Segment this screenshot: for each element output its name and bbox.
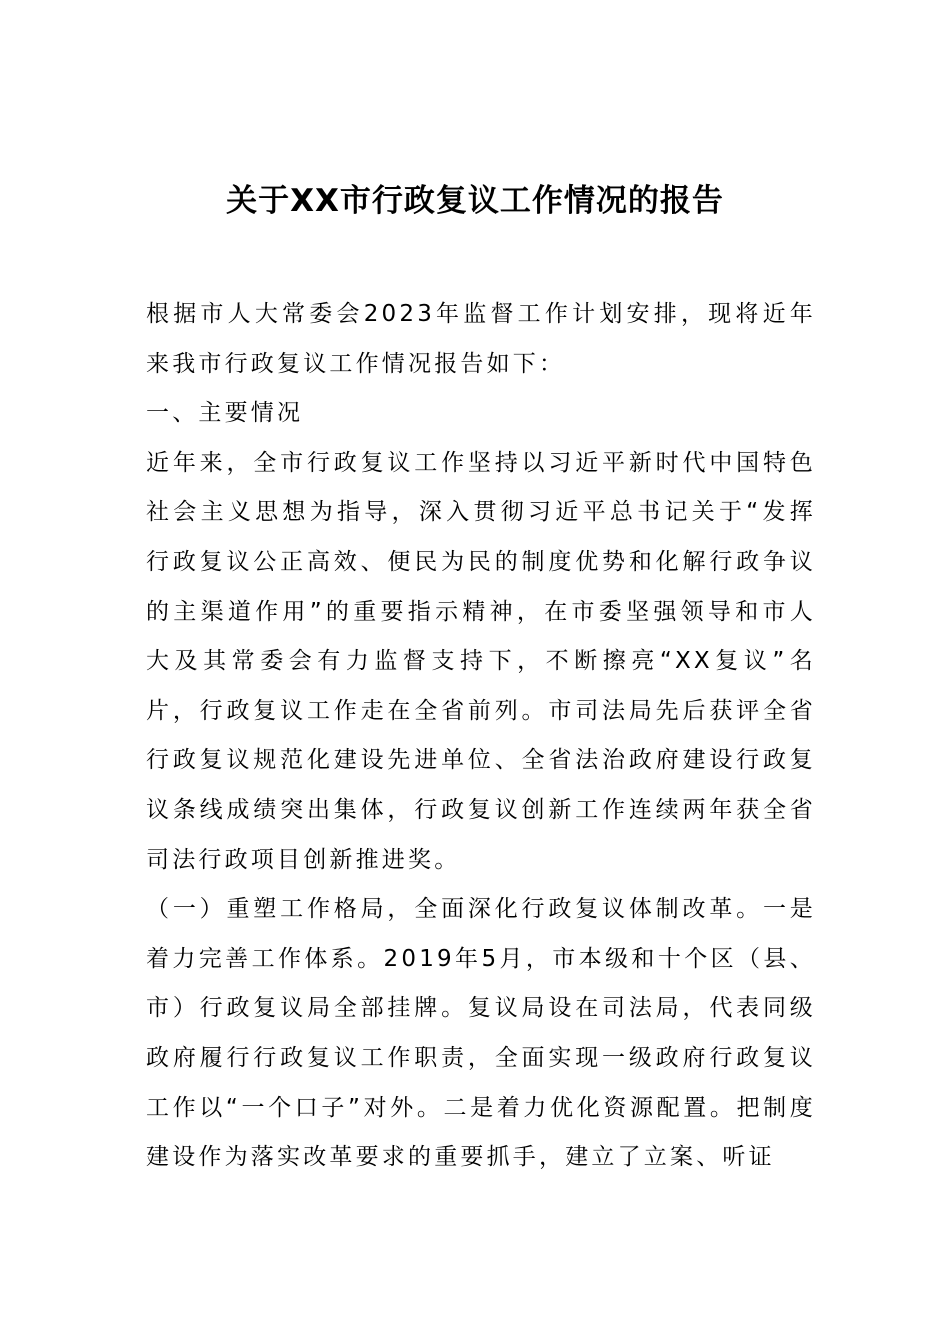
paragraph-intro: 根据市人大常委会2023年监督工作计划安排，现将近年来我市行政复议工作情况报告如下： (146, 301, 816, 377)
section-heading-main-situation: 一、主要情况 (146, 400, 304, 427)
document-body (146, 290, 816, 1183)
paragraph-overview: 近年来，全市行政复议工作坚持以习近平新时代中国特色社会主义思想为指导，深入贯彻习近平总书记关于“发挥行政复议公正高效、便民为民的制度优势和化解行政争议的主渠道作用”的重要指示精神，在市委坚强领导和市人大及其常委会有力监督支持下，不断擦亮“XX复议”名片，行政复议工作走在全省前列。市司法局先后获评全省行政复议规范化建设先进单位、全省法治政府建设行政复议条线成绩突出集体，行政复议创新工作连续两年获全省司法行政项目创新推进奖。 (146, 449, 816, 873)
document-title: 关于XX市行政复议工作情况的报告 (226, 182, 724, 219)
paragraph-reshape-work-pattern: （一）重塑工作格局，全面深化行政复议体制改革。一是着力完善工作体系。2019年5月，市本级和十个区（县、市）行政复议局全部挂牌。复议局设在司法局，代表同级政府履行行政复议工作职责，全面实现一级政府行政复议工作以“一个口子”对外。二是着力优化资源配置。把制度建设作为落实改革要求的重要抓手，建立了立案、听证 (146, 896, 816, 1171)
